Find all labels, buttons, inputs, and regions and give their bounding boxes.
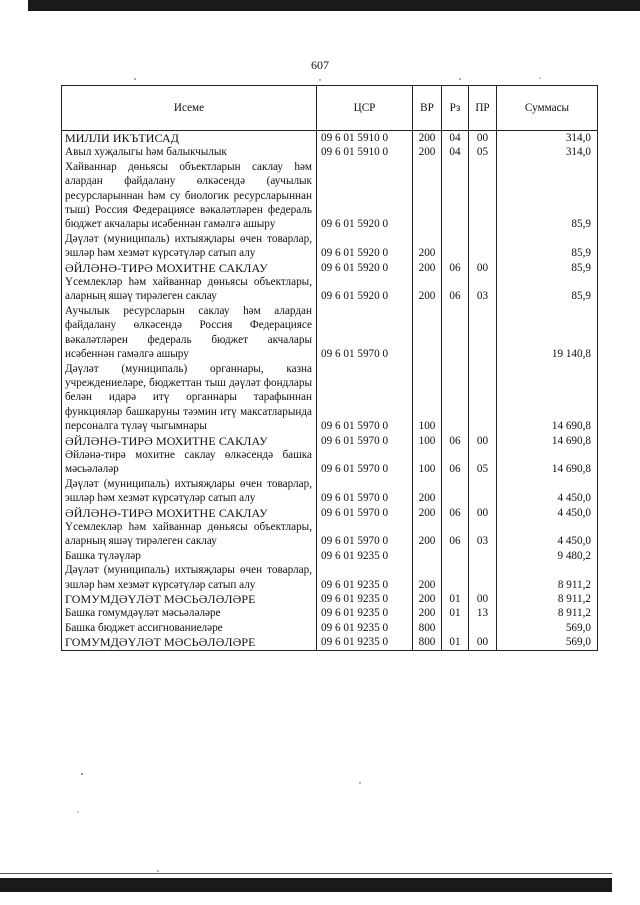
cell-sum: 569,0 bbox=[497, 621, 598, 635]
header-pr: ПР bbox=[469, 86, 497, 131]
cell-sum: 85,9 bbox=[497, 261, 598, 275]
speck bbox=[319, 79, 320, 80]
cell-csr: 09 6 01 5920 0 bbox=[317, 275, 413, 304]
speck bbox=[157, 870, 158, 871]
cell-csr: 09 6 01 9235 0 bbox=[317, 563, 413, 592]
cell-name: Башка түләүләр bbox=[62, 549, 317, 563]
speck bbox=[134, 78, 136, 80]
speck bbox=[77, 811, 78, 812]
cell-pr: 00 bbox=[469, 434, 497, 448]
cell-name: Дәүләт (муниципаль) органнары, казна учреждениеләре, бюджеттан тыш дәүләт фондлары белән идарә итү органнары тарафыннан функцияләр башкаруны тәэмин итү максатларында персоналга түләү чыгымнары bbox=[62, 362, 317, 434]
cell-pr: 03 bbox=[469, 520, 497, 549]
cell-name: Башка бюджет ассигнованиеләре bbox=[62, 621, 317, 635]
cell-rz: 01 bbox=[442, 592, 469, 606]
cell-sum: 569,0 bbox=[497, 635, 598, 650]
table-row bbox=[62, 261, 598, 275]
cell-csr: 09 6 01 9235 0 bbox=[317, 606, 413, 620]
cell-sum: 85,9 bbox=[497, 232, 598, 261]
cell-sum: 14 690,8 bbox=[497, 434, 598, 448]
cell-vr: 200 bbox=[413, 477, 442, 506]
cell-sum: 4 450,0 bbox=[497, 520, 598, 549]
cell-rz bbox=[442, 160, 469, 232]
cell-sum: 8 911,2 bbox=[497, 606, 598, 620]
cell-name: Авыл хуҗалыгы һәм балыкчылык bbox=[62, 145, 317, 159]
table-row bbox=[62, 275, 598, 304]
cell-sum: 314,0 bbox=[497, 145, 598, 159]
table-row bbox=[62, 448, 598, 477]
table-row bbox=[62, 520, 598, 549]
cell-vr: 200 bbox=[413, 606, 442, 620]
table-row bbox=[62, 592, 598, 606]
cell-rz bbox=[442, 477, 469, 506]
cell-pr bbox=[469, 621, 497, 635]
cell-csr: 09 6 01 9235 0 bbox=[317, 621, 413, 635]
cell-name: Хайваннар дөньясы объектларын саклау һәм алардан файдалану өлкәсендә (аучылык ресурсларыннан һәм су биологик ресурсларыннан тыш) Россия Федерациясе вәкаләтләрен федераль бюджет акчалары исәбеннән гамәлгә ашыру bbox=[62, 160, 317, 232]
speck bbox=[539, 77, 540, 78]
cell-sum: 9 480,2 bbox=[497, 549, 598, 563]
cell-name: ӘЙЛӘНӘ-ТИРӘ МОХИТНЕ САКЛАУ bbox=[62, 506, 317, 520]
table-row bbox=[62, 477, 598, 506]
cell-vr: 200 bbox=[413, 275, 442, 304]
cell-csr: 09 6 01 5970 0 bbox=[317, 506, 413, 520]
table-row bbox=[62, 131, 598, 146]
cell-pr: 13 bbox=[469, 606, 497, 620]
table-row bbox=[62, 160, 598, 232]
cell-csr: 09 6 01 5970 0 bbox=[317, 304, 413, 362]
cell-sum: 19 140,8 bbox=[497, 304, 598, 362]
cell-pr bbox=[469, 563, 497, 592]
cell-vr: 100 bbox=[413, 434, 442, 448]
cell-csr: 09 6 01 5970 0 bbox=[317, 434, 413, 448]
cell-name: Башка гомумдәүләт мәсьәләләре bbox=[62, 606, 317, 620]
cell-pr bbox=[469, 160, 497, 232]
cell-csr: 09 6 01 5910 0 bbox=[317, 145, 413, 159]
cell-pr: 00 bbox=[469, 131, 497, 146]
speck bbox=[359, 782, 360, 783]
cell-vr: 200 bbox=[413, 592, 442, 606]
cell-rz: 06 bbox=[442, 261, 469, 275]
cell-sum: 14 690,8 bbox=[497, 448, 598, 477]
header-sum: Суммасы bbox=[497, 86, 598, 131]
cell-vr: 200 bbox=[413, 520, 442, 549]
cell-vr: 200 bbox=[413, 506, 442, 520]
cell-rz bbox=[442, 304, 469, 362]
speck bbox=[81, 773, 83, 775]
cell-rz bbox=[442, 232, 469, 261]
cell-sum: 85,9 bbox=[497, 160, 598, 232]
cell-name: Дәүләт (муниципаль) ихтыяҗлары өчен товарлар, эшләр һәм хезмәт күрсәтүләр сатып алу bbox=[62, 232, 317, 261]
table-row bbox=[62, 232, 598, 261]
cell-pr: 03 bbox=[469, 275, 497, 304]
cell-rz: 01 bbox=[442, 635, 469, 650]
cell-name: Дәүләт (муниципаль) ихтыяҗлары өчен товарлар, эшләр һәм хезмәт күрсәтүләр сатып алу bbox=[62, 477, 317, 506]
cell-csr: 09 6 01 9235 0 bbox=[317, 635, 413, 650]
cell-vr: 800 bbox=[413, 621, 442, 635]
cell-vr bbox=[413, 160, 442, 232]
cell-name: Аучылык ресурсларын саклау һәм алардан файдалану өлкәсендә Россия Федерациясе вәкаләтләрен федераль бюджет акчалары исәбеннән гамәлгә ашыру bbox=[62, 304, 317, 362]
cell-name: ГОМУМДӘҮЛӘТ МӘСЬӘЛӘЛӘРЕ bbox=[62, 592, 317, 606]
cell-name: Әйләнә-тирә мохитне саклау өлкәсендә башка мәсьәләләр bbox=[62, 448, 317, 477]
cell-sum: 14 690,8 bbox=[497, 362, 598, 434]
cell-rz bbox=[442, 563, 469, 592]
cell-name: ӘЙЛӘНӘ-ТИРӘ МОХИТНЕ САКЛАУ bbox=[62, 261, 317, 275]
cell-rz: 06 bbox=[442, 520, 469, 549]
cell-pr: 05 bbox=[469, 145, 497, 159]
table-row bbox=[62, 506, 598, 520]
cell-pr bbox=[469, 477, 497, 506]
cell-sum: 4 450,0 bbox=[497, 477, 598, 506]
cell-name: ГОМУМДӘҮЛӘТ МӘСЬӘЛӘЛӘРЕ bbox=[62, 635, 317, 650]
cell-csr: 09 6 01 5910 0 bbox=[317, 131, 413, 146]
cell-csr: 09 6 01 5920 0 bbox=[317, 232, 413, 261]
table-row bbox=[62, 362, 598, 434]
cell-rz bbox=[442, 621, 469, 635]
cell-pr bbox=[469, 304, 497, 362]
table-row bbox=[62, 549, 598, 563]
cell-sum: 8 911,2 bbox=[497, 592, 598, 606]
cell-pr bbox=[469, 549, 497, 563]
table-row bbox=[62, 563, 598, 592]
cell-vr: 200 bbox=[413, 131, 442, 146]
cell-rz bbox=[442, 362, 469, 434]
cell-csr: 09 6 01 9235 0 bbox=[317, 549, 413, 563]
table-row bbox=[62, 621, 598, 635]
table-row bbox=[62, 635, 598, 650]
page-number: 607 bbox=[311, 58, 329, 72]
cell-csr: 09 6 01 5970 0 bbox=[317, 448, 413, 477]
table-row bbox=[62, 304, 598, 362]
cell-csr: 09 6 01 9235 0 bbox=[317, 592, 413, 606]
cell-vr: 200 bbox=[413, 232, 442, 261]
cell-pr: 00 bbox=[469, 592, 497, 606]
header-vr: ВР bbox=[413, 86, 442, 131]
cell-pr: 05 bbox=[469, 448, 497, 477]
cell-rz: 04 bbox=[442, 131, 469, 146]
cell-vr: 800 bbox=[413, 635, 442, 650]
cell-pr bbox=[469, 362, 497, 434]
cell-name: Үсемлекләр һәм хайваннар дөньясы объектлары, аларның яшәү тирәлеген саклау bbox=[62, 275, 317, 304]
cell-csr: 09 6 01 5920 0 bbox=[317, 160, 413, 232]
cell-rz: 06 bbox=[442, 275, 469, 304]
cell-name: Дәүләт (муниципаль) ихтыяҗлары өчен товарлар, эшләр һәм хезмәт күрсәтүләр сатып алу bbox=[62, 563, 317, 592]
cell-csr: 09 6 01 5970 0 bbox=[317, 362, 413, 434]
cell-vr: 200 bbox=[413, 145, 442, 159]
cell-pr: 00 bbox=[469, 261, 497, 275]
scan-edge-top bbox=[28, 0, 640, 11]
cell-rz: 01 bbox=[442, 606, 469, 620]
cell-rz bbox=[442, 549, 469, 563]
cell-vr: 200 bbox=[413, 261, 442, 275]
cell-sum: 8 911,2 bbox=[497, 563, 598, 592]
header-rz: Рз bbox=[442, 86, 469, 131]
cell-name: МИЛЛИ ИКЪТИСАД bbox=[62, 131, 317, 146]
cell-sum: 4 450,0 bbox=[497, 506, 598, 520]
cell-rz: 06 bbox=[442, 448, 469, 477]
table-row bbox=[62, 145, 598, 159]
cell-vr: 200 bbox=[413, 563, 442, 592]
cell-rz: 06 bbox=[442, 434, 469, 448]
cell-vr: 100 bbox=[413, 448, 442, 477]
header-name: Исеме bbox=[62, 86, 317, 131]
cell-sum: 314,0 bbox=[497, 131, 598, 146]
cell-rz: 06 bbox=[442, 506, 469, 520]
cell-csr: 09 6 01 5920 0 bbox=[317, 261, 413, 275]
cell-pr: 00 bbox=[469, 506, 497, 520]
cell-pr: 00 bbox=[469, 635, 497, 650]
cell-rz: 04 bbox=[442, 145, 469, 159]
header-csr: ЦСР bbox=[317, 86, 413, 131]
table-header-row bbox=[62, 86, 598, 131]
cell-name: ӘЙЛӘНӘ-ТИРӘ МОХИТНЕ САКЛАУ bbox=[62, 434, 317, 448]
speck bbox=[459, 78, 461, 80]
table-row bbox=[62, 434, 598, 448]
scan-edge-bottom bbox=[0, 878, 612, 892]
cell-vr: 100 bbox=[413, 362, 442, 434]
scan-edge-line bbox=[0, 873, 612, 874]
cell-sum: 85,9 bbox=[497, 275, 598, 304]
cell-csr: 09 6 01 5970 0 bbox=[317, 477, 413, 506]
cell-vr bbox=[413, 304, 442, 362]
cell-csr: 09 6 01 5970 0 bbox=[317, 520, 413, 549]
cell-pr bbox=[469, 232, 497, 261]
budget-table bbox=[61, 85, 598, 651]
cell-name: Үсемлекләр һәм хайваннар дөньясы объектлары, аларның яшәү тирәлеген саклау bbox=[62, 520, 317, 549]
cell-vr bbox=[413, 549, 442, 563]
table-row bbox=[62, 606, 598, 620]
